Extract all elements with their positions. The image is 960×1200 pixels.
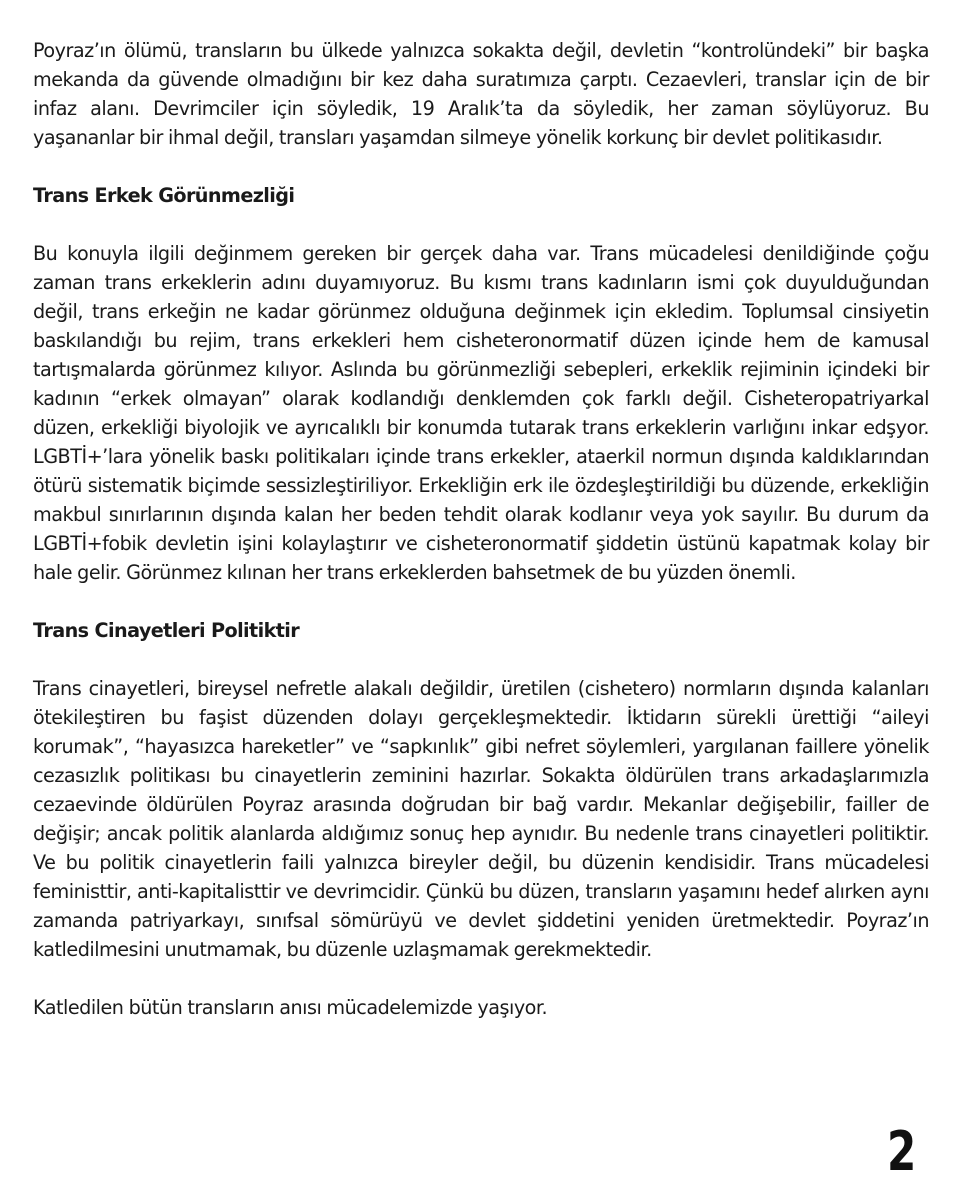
- section-heading-trans-murders-political: Trans Cinayetleri Politiktir: [33, 619, 300, 642]
- page-number: 2: [887, 1120, 917, 1183]
- intro-paragraph: Poyraz’ın ölümü, transların bu ülkede yalnızca sokakta değil, devletin “kontrolündeki” bir başka mekanda da güvende olmadığını bir kez daha suratımıza çarptı. Cezaevleri, translar için de bir infaz alanı. Devrimciler için söyledik, 19 Aralık’ta da söyledik, her zaman söylüyoruz. Bu yaşananlar bir ihmal değil, transları yaşamdan silmeye yönelik korkunç bir devlet politikasıdır.: [33, 39, 929, 149]
- document-body: [33, 36, 929, 1022]
- section-heading-trans-male-invisibility: Trans Erkek Görünmezliği: [33, 184, 295, 207]
- section-paragraph-trans-murders-political: Trans cinayetleri, bireysel nefretle alakalı değildir, üretilen (cishetero) normların dışında kalanları ötekileştiren bu faşist düzenden dolayı gerçekleşmektedir. İktidarın sürekli ürettiği “aileyi korumak”, “hayasızca hareketler” ve “sapkınlık” gibi nefret söylemleri, yargılanan faillere yönelik cezasızlık politikası bu cinayetlerin zeminini hazırlar. Sokakta öldürülen trans arkadaşlarımızla cezaevinde öldürülen Poyraz arasında doğrudan bir bağ vardır. Mekanlar değişebilir, failler de değişir; ancak politik alanlarda aldığımız sonuç hep aynıdır. Bu nedenle trans cinayetleri politiktir. Ve bu politik cinayetlerin faili yalnızca bireyler değil, bu düzenin kendisidir. Trans mücadelesi feministtir, anti-kapitalisttir ve devrimcidir. Çünkü bu düzen, transların yaşamını hedef alırken aynı zamanda patriyarkayı, sınıfsal sömürüyü ve devlet şiddetini yeniden üretmektedir. Poyraz’ın katledilmesini unutmamak, bu düzenle uzlaşmamak gerekmektedir.: [33, 677, 929, 961]
- closing-line: Katledilen bütün transların anısı mücadelemizde yaşıyor.: [33, 996, 548, 1019]
- section-paragraph-trans-male-invisibility: Bu konuyla ilgili değinmem gereken bir gerçek daha var. Trans mücadelesi denildiğinde çoğu zaman trans erkeklerin adını duyamıyoruz. Bu kısmı trans kadınların ismi çok duyulduğundan değil, trans erkeğin ne kadar görünmez olduğuna değinmek için ekledim. Toplumsal cinsiyetin baskılandığı bu rejim, trans erkekleri hem cisheteronormatif düzen içinde hem de kamusal tartışmalarda görünmez kılıyor. Aslında bu görünmezliği sebepleri, erkeklik rejiminin içindeki bir kadının “erkek olmayan” olarak kodlandığı denklemden çok farklı değil. Cisheteropatriyarkal düzen, erkekliği biyolojik ve ayrıcalıklı bir konumda tutarak trans erkeklerin varlığını inkar edşyor. LGBTİ+’lara yönelik baskı politikaları içinde trans erkekler, ataerkil normun dışında kaldıklarından ötürü sistematik biçimde sessizleştiriliyor. Erkekliğin erk ile özdeşleştirildiği bu düzende, erkekliğin makbul sınırlarının dışında kalan her beden tehdit olarak kodlanır veya yok sayılır. Bu durum da LGBTİ+fobik devletin işini kolaylaştırır ve cisheteronormatif şiddetin üstünü kapatmak kolay bir hale gelir. Görünmez kılınan her trans erkeklerden bahsetmek de bu yüzden önemli.: [33, 242, 929, 584]
